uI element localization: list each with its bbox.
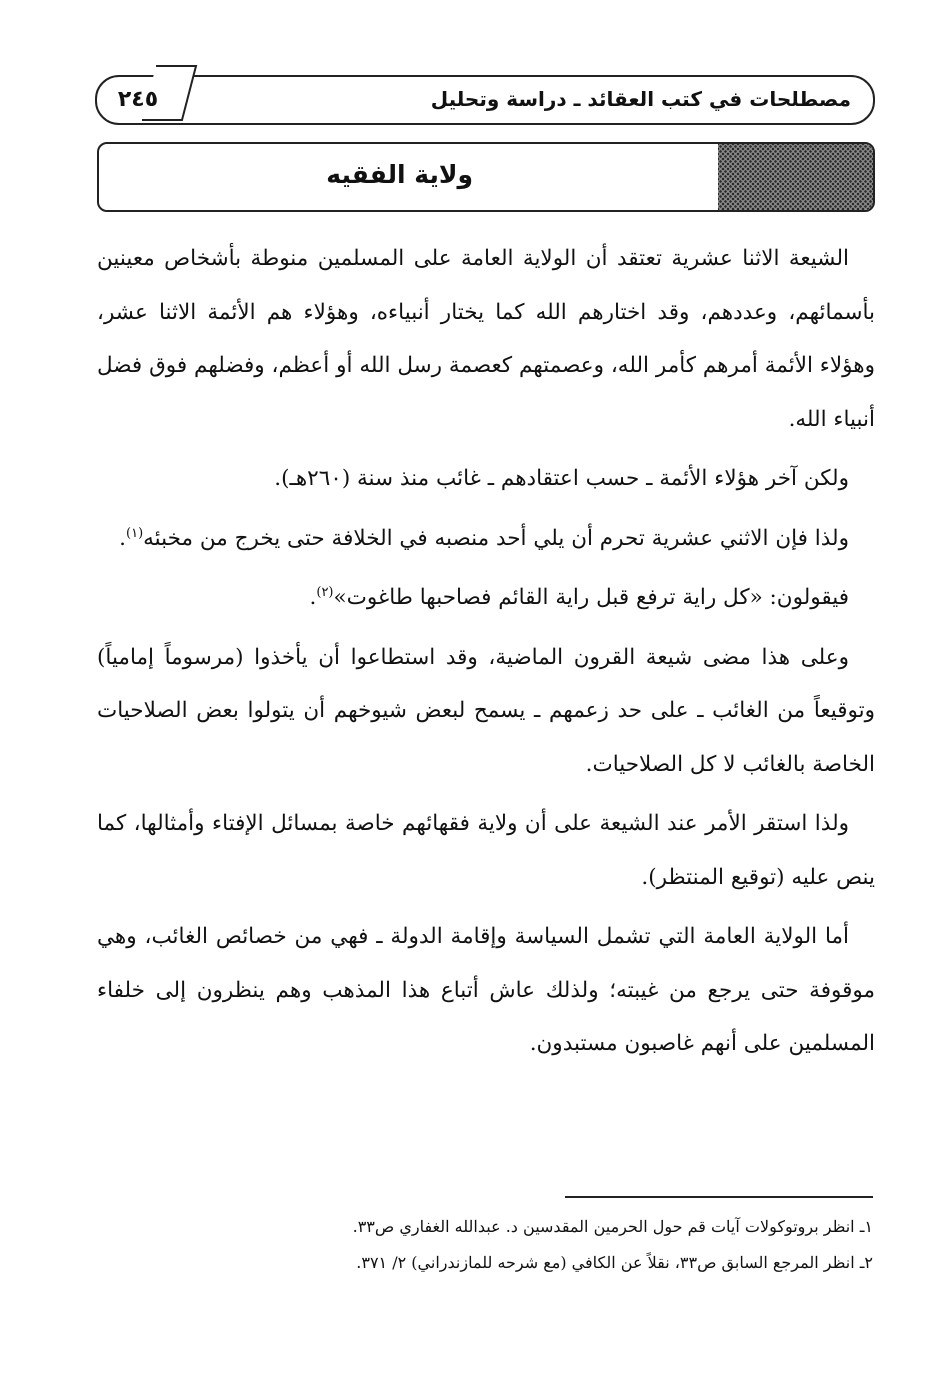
paragraph [97,452,875,506]
footnote-separator [565,1196,873,1198]
section-heading-box [97,142,875,212]
page-number: ٢٤٥ [117,87,159,112]
paragraph-text: وعلى هذا مضى شيعة القرون الماضية، وقد استطاعوا أن يأخذوا (مرسوماً إمامياً) وتوقيعاً من الغائب ـ على حد زعمهم ـ يسمح لبعض شيوخهم أن يتولوا بعض الصلاحيات الخاصة بالغائب لا كل الصلاحيات. [97,644,875,777]
paragraph [97,512,875,566]
paragraph [97,797,875,904]
paragraph [97,631,875,792]
decorative-pattern [718,144,873,210]
paragraph-text: ولكن آخر هؤلاء الأئمة ـ حسب اعتقادهم ـ غائب منذ سنة (٢٦٠هـ). [274,466,849,491]
paragraph [97,571,875,625]
paragraph-text: فيقولون: «كل راية ترفع قبل راية القائم فصاحبها طاغوت» [333,585,849,610]
paragraph-text: الشيعة الاثنا عشرية تعتقد أن الولاية العامة على المسلمين منوطة بأشخاص معينين بأسمائهم، وعددهم، وقد اختارهم الله كما يختار أنبياءه، وهؤلاء هم الأئمة الاثنا عشر، وهؤلاء الأئمة أمرهم كأمر الله، وعصمتهم كعصمة رسل الله أو أعظم، وفضلهم فوق فضل أنبياء الله. [97,246,875,432]
footnote-item: ٢ـ انظر المرجع السابق ص٣٣، نقلاً عن الكافي (مع شرحه للمازندراني) ٢/ ٣٧١. [356,1253,873,1272]
body-text [97,232,875,1071]
running-header [95,75,875,125]
footnote-item: ١ـ انظر بروتوكولات آيات قم حول الحرمين المقدسين د. عبدالله الغفاري ص٣٣. [352,1217,873,1236]
paragraph-text: ولذا استقر الأمر عند الشيعة على أن ولاية فقهائهم خاصة بمسائل الإفتاء وأمثالها، كما ينص عليه (توقيع المنتظر). [97,811,875,890]
paragraph-text: أما الولاية العامة التي تشمل السياسة وإقامة الدولة ـ فهي من خصائص الغائب، وهي موقوفة حتى يرجع من غيبته؛ ولذلك عاش أتباع هذا المذهب وهم ينظرون إلى خلفاء المسلمين على أنهم غاصبون مستبدون. [97,924,875,1056]
book-title: مصطلحات في كتب العقائد ـ دراسة وتحليل [430,87,851,111]
footnotes [97,1209,873,1281]
section-title: ولاية الفقيه [326,160,473,189]
paragraph [97,910,875,1071]
footnote-reference: (٢) [316,585,334,600]
paragraph-tail: . [309,585,317,610]
paragraph-text: ولذا فإن الاثني عشرية تحرم أن يلي أحد منصبه في الخلافة حتى يخرج من مخبئه [143,525,849,551]
paragraph [97,232,875,446]
paragraph-tail: . [119,525,126,551]
footnote-reference: (١) [126,525,144,541]
